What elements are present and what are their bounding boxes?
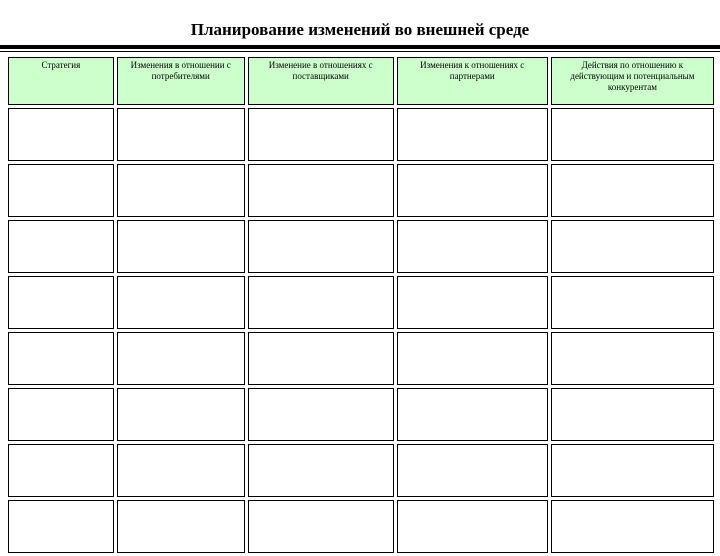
table-cell[interactable]	[397, 220, 548, 273]
table-row	[8, 500, 714, 553]
table-cell[interactable]	[397, 164, 548, 217]
table-cell[interactable]	[248, 164, 394, 217]
table-cell[interactable]	[551, 500, 714, 553]
table-cell[interactable]	[551, 388, 714, 441]
table-cell[interactable]	[8, 332, 114, 385]
table-cell[interactable]	[397, 108, 548, 161]
table-cell[interactable]	[117, 276, 245, 329]
title-rule-thick	[0, 45, 720, 49]
table-cell[interactable]	[248, 444, 394, 497]
table-cell[interactable]	[248, 220, 394, 273]
table-row	[8, 108, 714, 161]
table-cell[interactable]	[248, 500, 394, 553]
table-cell[interactable]	[551, 108, 714, 161]
table-cell[interactable]	[248, 108, 394, 161]
table-cell[interactable]	[117, 500, 245, 553]
table-cell[interactable]	[117, 220, 245, 273]
table-cell[interactable]	[551, 164, 714, 217]
table-cell[interactable]	[551, 276, 714, 329]
table-row	[8, 332, 714, 385]
table-cell[interactable]	[117, 108, 245, 161]
table-cell[interactable]	[248, 388, 394, 441]
table-cell[interactable]	[117, 164, 245, 217]
header-strategy: Стратегия	[8, 57, 114, 105]
table-cell[interactable]	[551, 220, 714, 273]
planning-table	[5, 54, 717, 556]
table-cell[interactable]	[397, 332, 548, 385]
table-cell[interactable]	[397, 500, 548, 553]
table-row	[8, 276, 714, 329]
table-cell[interactable]	[8, 108, 114, 161]
table-cell[interactable]	[8, 388, 114, 441]
table-cell[interactable]	[397, 276, 548, 329]
table-cell[interactable]	[397, 388, 548, 441]
table-row	[8, 220, 714, 273]
table-cell[interactable]	[117, 444, 245, 497]
header-customers: Изменения в отношении с потребителями	[117, 57, 245, 105]
table-cell[interactable]	[8, 444, 114, 497]
table-cell[interactable]	[551, 444, 714, 497]
table-row	[8, 164, 714, 217]
table-row	[8, 444, 714, 497]
header-suppliers: Изменение в отношениях с поставщиками	[248, 57, 394, 105]
table-row	[8, 388, 714, 441]
table-cell[interactable]	[117, 332, 245, 385]
table-cell[interactable]	[551, 332, 714, 385]
table-cell[interactable]	[248, 276, 394, 329]
header-row	[8, 57, 714, 105]
table-cell[interactable]	[8, 220, 114, 273]
table-cell[interactable]	[248, 332, 394, 385]
header-competitors: Действия по отношению к действующим и потенциальным конкурентам	[551, 57, 714, 105]
table-cell[interactable]	[8, 164, 114, 217]
table-cell[interactable]	[397, 444, 548, 497]
table-cell[interactable]	[117, 388, 245, 441]
title-rule-thin	[0, 51, 720, 52]
header-partners: Изменения к отношениях с партнерами	[397, 57, 548, 105]
table-cell[interactable]	[8, 276, 114, 329]
table-cell[interactable]	[8, 500, 114, 553]
page-title: Планирование изменений во внешней среде	[190, 20, 530, 39]
